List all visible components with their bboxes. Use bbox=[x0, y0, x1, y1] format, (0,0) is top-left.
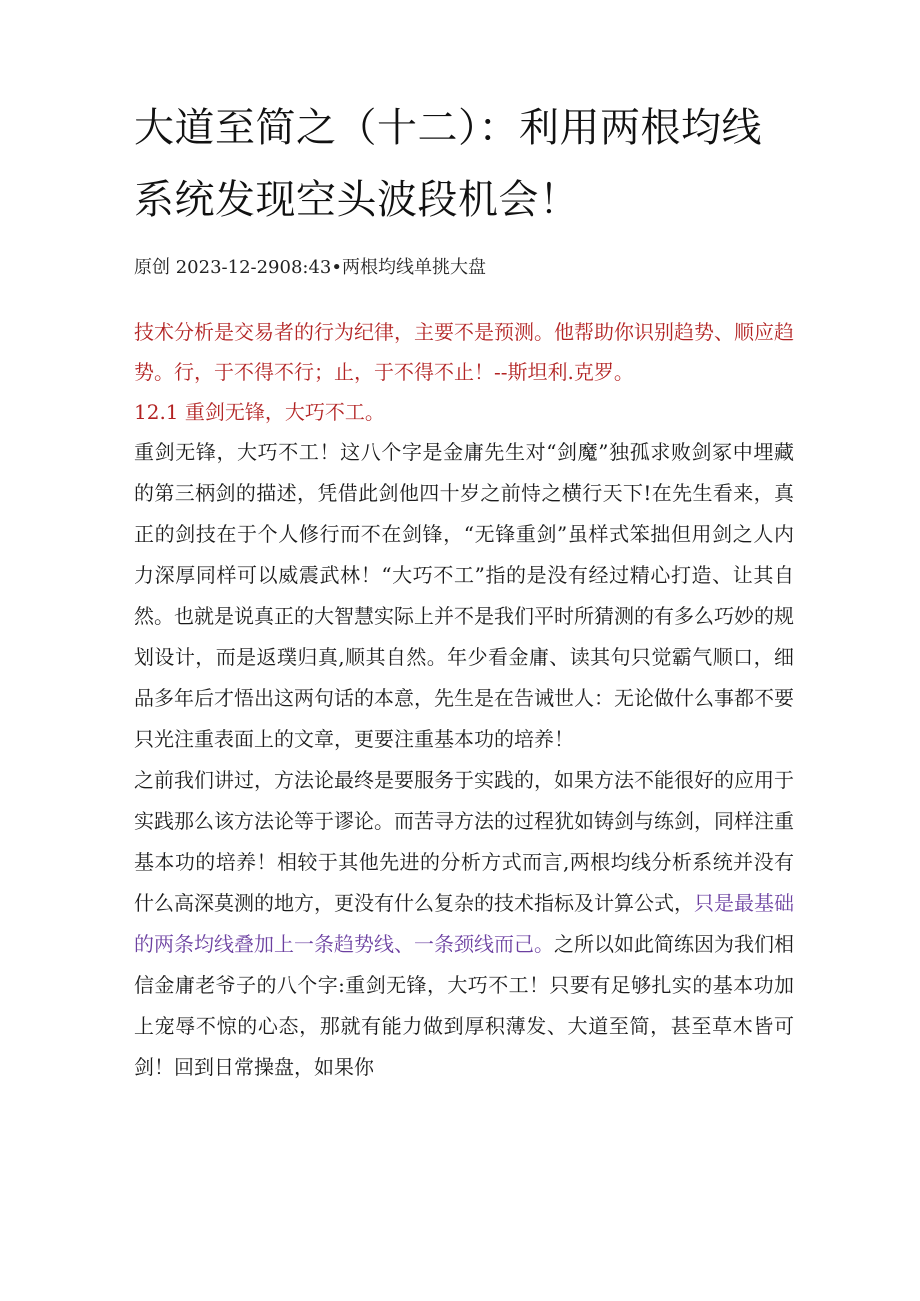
paragraph-2-text-a: 之前我们讲过，方法论最终是要服务于实践的，如果方法不能很好的应用于实践那么该方法论等于谬论。而苦寻方法的过程犹如铸剑与练剑，同样注重基本功的培养！相较于其他先进的分析方式而言,两根均线分析系统并没有什么高深莫测的地方，更没有什么复杂的技术指标及计算公式， bbox=[134, 768, 794, 915]
article bbox=[134, 0, 794, 1088]
article-title: 大道至简之（十二）：利用两根均线系统发现空头波段机会！ bbox=[134, 105, 762, 223]
paragraph-1: 重剑无锋，大巧不工！这八个字是金庸先生对“剑魔”独孤求败剑冢中埋藏的第三柄剑的描述，凭借此剑他四十岁之前恃之横行天下!在先生看来，真正的剑技在于个人修行而不在剑锋，“无锋重剑”虽样式笨拙但用剑之人内力深厚同样可以威震武林！“大巧不工”指的是没有经过精心打造、让其自然。也就是说真正的大智慧实际上并不是我们平时所猜测的有多么巧妙的规划设计，而是返璞归真,顺其自然。年少看金庸、读其句只觉霸气顺口，细品多年后才悟出这两句话的本意，先生是在告诫世人：无论做什么事都不要只光注重表面上的文章，更要注重基本功的培养！ bbox=[134, 440, 794, 751]
paragraph-2 bbox=[134, 760, 794, 1088]
paragraph-2-text-b: 之所以如此简练因为我们相信金庸老爷子的八个字:重剑无锋，大巧不工！只要有足够扎实的基本功加上宠辱不惊的心态，那就有能力做到厚积薄发、大道至简，甚至草木皆可剑！回到日常操盘，如果你 bbox=[134, 932, 794, 1079]
paragraph-2-highlight: 只是最基础的两条均线叠加上一条趋势线、一条颈线而己。 bbox=[134, 891, 794, 956]
article-meta: 原创 2023-12-2908:43•两根均线单挑大盘 bbox=[134, 257, 486, 278]
intro-quote: 技术分析是交易者的行为纪律，主要不是预测。他帮助你识别趋势、顺应趋势。行，于不得不行；止，于不得不止！--斯坦利.克罗。 bbox=[134, 320, 794, 384]
section-heading: 12.1 重剑无锋，大巧不工。 bbox=[134, 400, 385, 424]
